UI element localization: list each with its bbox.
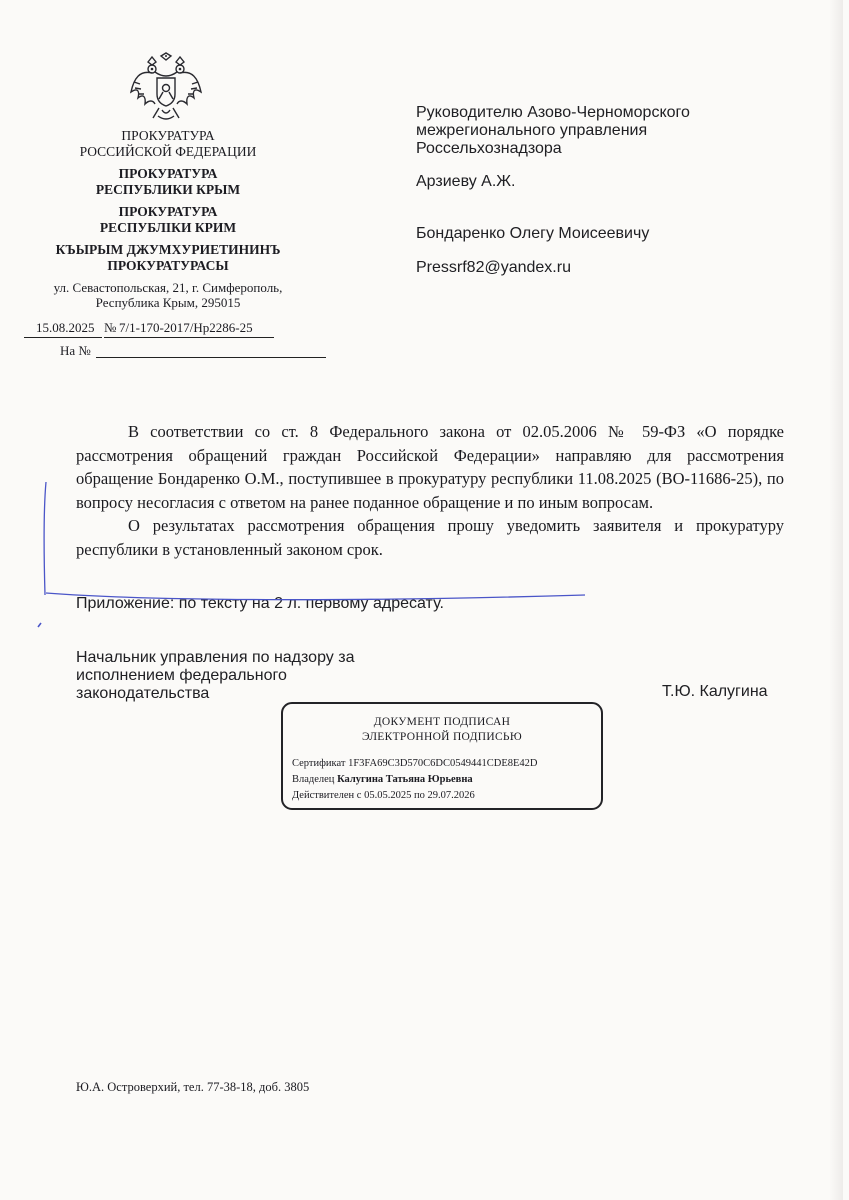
executor-info: Ю.А. Островерхий, тел. 77-38-18, доб. 3805 [76,1080,310,1094]
signatory-name: Т.Ю. Калугина [662,683,768,700]
org-bold-line-2: РЕСПУБЛИКИ КРЫМ [95,182,241,197]
cc-recipient-name: Бондаренко Олегу Моисеевичу [416,225,650,242]
valid-from-label: Действителен с [292,790,362,801]
org-line-prosecutor: ПРОКУРАТУРА [121,128,215,143]
reply-label: На № [60,343,91,358]
org-bold-line-3: ПРОКУРАТУРА [118,204,218,219]
outgoing-number-sign: № [104,320,117,335]
owner-label: Владелец [292,774,335,785]
stamp-title-2: ЭЛЕКТРОННОЙ ПОДПИСЬЮ [362,731,522,743]
outgoing-number: 7/1-170-2017/Нр2286-25 [119,320,253,335]
valid-from: 05.05.2025 [364,790,412,801]
org-bold-line-4: РЕСПУБЛІКИ КРИМ [99,220,237,235]
cc-recipient-email: Pressrf82@yandex.ru [416,259,571,276]
coat-of-arms-icon [128,52,204,126]
org-bold-line-5: КЪЫРЫМ ДЖУМХУРИЕТИНИНЪ [55,242,281,257]
valid-to-label: по [413,790,425,801]
cert-label: Сертификат [292,758,346,769]
signatory-position-2: исполнением федерального [76,667,287,684]
recipient-line-3: Россельхознадзора [416,140,562,157]
attachment-note: Приложение: по тексту на 2 л. первому адресату. [76,595,444,612]
org-bold-line-1: ПРОКУРАТУРА [118,166,218,181]
stamp-title-1: ДОКУМЕНТ ПОДПИСАН [373,716,511,728]
owner-value: Калугина Татьяна Юрьевна [337,774,473,785]
e-signature-stamp [281,702,603,810]
body-paragraph-2: О результатах рассмотрения обращения прошу уведомить заявителя и прокуратуру республики в установленный законом срок. [76,516,784,559]
paper-edge-shadow [829,0,843,1200]
org-address-line-1: ул. Севастопольская, 21, г. Симферополь, [53,280,283,295]
org-bold-line-6: ПРОКУРАТУРАСЫ [107,258,229,273]
recipient-line-1: Руководителю Азово-Черноморского [416,104,690,121]
stamp-validity [292,790,475,801]
body-paragraph-1: В соответствии со ст. 8 Федерального закона от 02.05.2006 № 59-ФЗ «О порядке рассмотрения обращений граждан Российской Федерации» направляю для рассмотрения обращение Бондаренко О.М., поступившее в прокуратуру республики 11.08.2025 (ВО-11686-25), по вопросу несогласия с ответом на ранее поданное обращение и по иным вопросам. [76,422,784,512]
date-underline [24,337,102,338]
number-underline [104,337,274,338]
recipient-line-2: межрегионального управления [416,122,648,139]
signatory-position-1: Начальник управления по надзору за [76,649,355,666]
recipient-name: Арзиеву А.Ж. [416,173,516,190]
outgoing-date: 15.08.2025 [36,320,95,335]
valid-to: 29.07.2026 [427,790,475,801]
signatory-position-3: законодательства [76,685,210,702]
pen-bracket-mark [30,470,590,640]
reply-underline [96,357,326,358]
stamp-owner [292,774,473,785]
org-line-rf: РОССИЙСКОЙ ФЕДЕРАЦИИ [79,144,257,159]
stamp-certificate [292,758,538,769]
cert-value: 1F3FA69C3D570C6DC0549441CDE8E42D [348,758,538,769]
org-address-line-2: Республика Крым, 295015 [95,295,241,310]
